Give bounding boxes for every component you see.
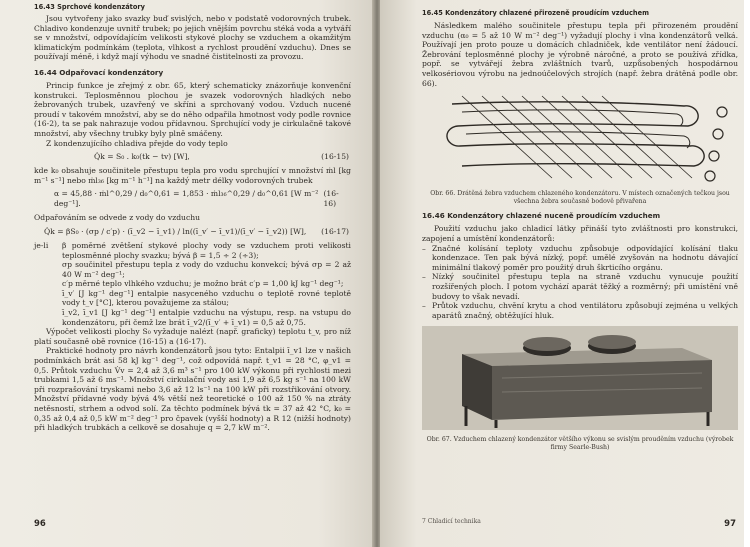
paragraph-area-calculation: Výpočet velikosti plochy S₀ vyžaduje nalézt (např. graficky) teplotu t_v, pro níž platí současně obě rovnice (16-15) a (16-17).	[34, 327, 351, 346]
paragraph-heat-to-water: Z kondenzujícího chladiva přejde do vody teplo	[46, 138, 228, 148]
list-item-heat-transfer-text: Nízký součinitel přestupu tepla na straně vzduchu vynucuje použití rozšířených ploch. I potom vychází aparát těžký a rozměrný; při umístění vně budovy to však nevadí.	[432, 272, 738, 301]
list-item-heat-transfer	[422, 272, 738, 301]
right-page	[380, 0, 750, 547]
equation-16-16-number: (16-16)	[323, 189, 339, 209]
page-number-right: 97	[724, 519, 736, 529]
wire-fin-condenser-drawing	[422, 92, 738, 184]
equation-16-15-number: (16-15)	[321, 152, 349, 162]
intro-paragraph: Jsou vytvořeny jako svazky buď svislých, nebo v podstatě vodorovných trubek. Chladivo kondenzuje uvnitř trubek; po jejich vnějším povrchu stéká voda a vytváří se v množství, odpovídajícím velikosti stykové plochy se vzduchem a okamžitým klimatickým podmínkám (teplota, vlhkost a rychlost proudění vzduchu). Dnes se používají méně, i když mají výhodu ve snadné čistitelnosti za provozu.	[34, 14, 351, 62]
air-cooled-condenser-photo	[422, 326, 738, 430]
figure-67-air-cooled-condenser	[422, 326, 738, 451]
list-item-temperature-text: Značné kolísání teploty vzduchu způsobuje odpovídající kolísání tlaku kondenzace. Ten pak bývá nízký, popř. umělé zvyšován na hodnotu dávající minimální tlakový poměr pro použitý druh škrticího orgánu.	[432, 243, 738, 272]
equation-16-16-body: α = 45,88 · ṁl^0,29 / d₀^0,61 = 1,853 · ṁl₃₆^0,29 / d₀^0,61 [W m⁻² deg⁻¹].	[54, 189, 319, 209]
paragraph-practical-values: Praktické hodnoty pro návrh kondenzátorů jsou tyto: Entalpii ī_v1 lze v našich podmínkách brát asi 58 kJ kg⁻¹ deg⁻¹, což odpovídá např. t_v1 = 28 °C, φ_v1 = 0,5. Průtok vzduchu V̇v = 2,4 až 3,6 m³ s⁻¹ pro 100 kW výkonu při rychlosti mezi trubkami 1,5 až 6 ms⁻¹. Množství cirkulační vody asi 1,9 až 6,5 kg s⁻¹ na 100 kW při rozprašování tryskami nebo 3,6 až 12 ls⁻¹ na 100 kW při rozstřikování otvory. Množství přídavné vody bývá 4% větší než teoretické o 100 až 150 % na ztráty netěsností, strhem a odvod solí. Za těchto podmínek bývá tk = 37 až 42 °C, k₀ = 0,35 až 0,4 až 0,5 kW m⁻² deg⁻¹ pro čpavek (vyšší hodnoty) a R 12 (nižší hodnoty) při hladkých trubkách a celkově se dosahuje q = 2,7 kW m⁻².	[34, 346, 351, 433]
definitions-block	[34, 241, 351, 327]
definition-cp: c′p měrné teplo vlhkého vzduchu; je možno brát c′p = 1,00 kJ kg⁻¹ deg⁻¹;	[62, 279, 344, 289]
paragraph-natural-convection: Následkem malého součinitele přestupu tepla při přirozeném proudění vzduchu (α₀ = 5 až 10 W m⁻² deg⁻¹) vyžadují plochy i vlna kondenzátorů velká. Používají jen proto pouze u domácích chladniček, kde ventilátor není žádoucí. Žebrování teplosměnné plochy je výrobně náročné, a proto se používá zřídka, popř. se vytvářejí žebra zvláštních tvarů, uzpůsobených hospodárnou velkosériovou výrobu na jednoúčelových strojích (např. žebra drátěná podle obr. 66).	[422, 21, 738, 88]
equation-16-17-body: Q̇k = βS₀ · (σp / c′p) · (ī_v2 − ī_v1) / ln((ī_v′ − ī_v1)/(ī_v′ − ī_v2)) [W],	[44, 226, 307, 236]
paragraph-evaporation: Odpařováním se odvede z vody do vzduchu	[34, 213, 200, 223]
dash-bullet: –	[422, 301, 426, 311]
equation-16-17-number: (16-17)	[321, 226, 349, 236]
definitions-list	[62, 241, 351, 327]
figure-66-caption: Obr. 66. Drátěná žebra vzduchem chlazeného kondenzátoru. V místech označených tečkou jsou všechna žebra současně bodově přivařena	[430, 190, 730, 205]
definitions-label: je-li	[34, 240, 49, 250]
paragraph-principle: Princip funkce je zřejmý z obr. 65, který schematicky znázorňuje konvenční konstrukci. Teplosměnnou plochou je svazek vodorovných hladkých nebo žebrovaných trubek, uzavřený ve skříni a sprchovaný vodou. Vzduch nucené proudí v takovém množství, aby se do něho odpařila hmotnost vody podle rovnice (16-2), ta se pak nahrazuje vodou přídavnou. Sprchující vody je cirkulačně takové množství, aby všechny trubky byly plně smáčeny.	[34, 80, 351, 138]
paragraph-where-k0: kde k₀ obsahuje součinitele přestupu tepla pro vodu sprchující v množství ṁl [kg m⁻¹ s⁻¹] nebo ṁl₃₆ [kg m⁻¹ h⁻¹] na každý metr délky vodorovných trubek	[34, 166, 351, 185]
list-item-temperature	[422, 244, 738, 273]
paragraph-forced-air: Použití vzduchu jako chladicí látky přináší tyto zvláštnosti pro konstrukci, zapojení a umístění kondenzátorů:	[422, 224, 738, 243]
figure-66-wire-fin-condenser	[422, 92, 738, 205]
equation-16-16	[34, 189, 351, 209]
list-item-noise-text: Průtok vzduchu, chvění krytu a chod ventilátoru způsobují zejména u velkých aparátů značný, obtěžující hluk.	[432, 301, 738, 320]
definition-sigma: σp součinitel přestupu tepla z vody do vzduchu konvekcí; bývá σp = 2 až 40 W m⁻² deg⁻¹;	[62, 260, 351, 279]
definition-beta: β poměrné zvětšení stykové plochy vody se vzduchem proti velikosti teplosměnné plochy svazku; bývá β = 1,5 ÷ 2 (÷3);	[62, 240, 351, 260]
section-heading-16-46: 16.46 Kondenzátory chlazené nuceně proudícím vzduchem	[422, 211, 661, 221]
running-header-right: 16.45 Kondenzátory chlazené přirozeně proudícím vzduchem	[422, 9, 649, 17]
dash-bullet: –	[422, 243, 426, 253]
figure-67-caption: Obr. 67. Vzduchem chlazený kondenzátor většího výkonu se svislým prouděním vzduchu (výrobek firmy Searle-Bush)	[426, 436, 734, 451]
list-item-noise	[422, 301, 738, 320]
dash-bullet: –	[422, 272, 426, 282]
page-number-left: 96	[34, 519, 46, 529]
equation-16-15	[34, 152, 351, 162]
scan-edge-right	[744, 0, 750, 547]
section-heading-16-44: 16.44 Odpařovací kondenzátory	[34, 67, 164, 77]
definition-i-saturated: ī_v′ [J kg⁻¹ deg⁻¹] entalpie nasyceného vzduchu o teplotě rovné teplotě vody t_v [°C], kterou považujeme za stálou;	[62, 288, 351, 308]
footer-book-title: 7 Chladicí technika	[422, 518, 481, 525]
equation-16-17	[34, 227, 351, 237]
equation-16-15-body: Q̇k = S₀ . k₀(tk − tv) [W],	[94, 152, 190, 162]
running-header-left: 16.43 Sprchové kondenzátory	[34, 3, 145, 11]
definition-i-inlet-outlet: ī_v2, ī_v1 [J kg⁻¹ deg⁻¹] entalpie vzduchu na výstupu, resp. na vstupu do kondenzátoru, při čemž lze brát ī_v2/(ī_v′ + ī_v1) = 0,5 až 0,75.	[62, 308, 351, 327]
